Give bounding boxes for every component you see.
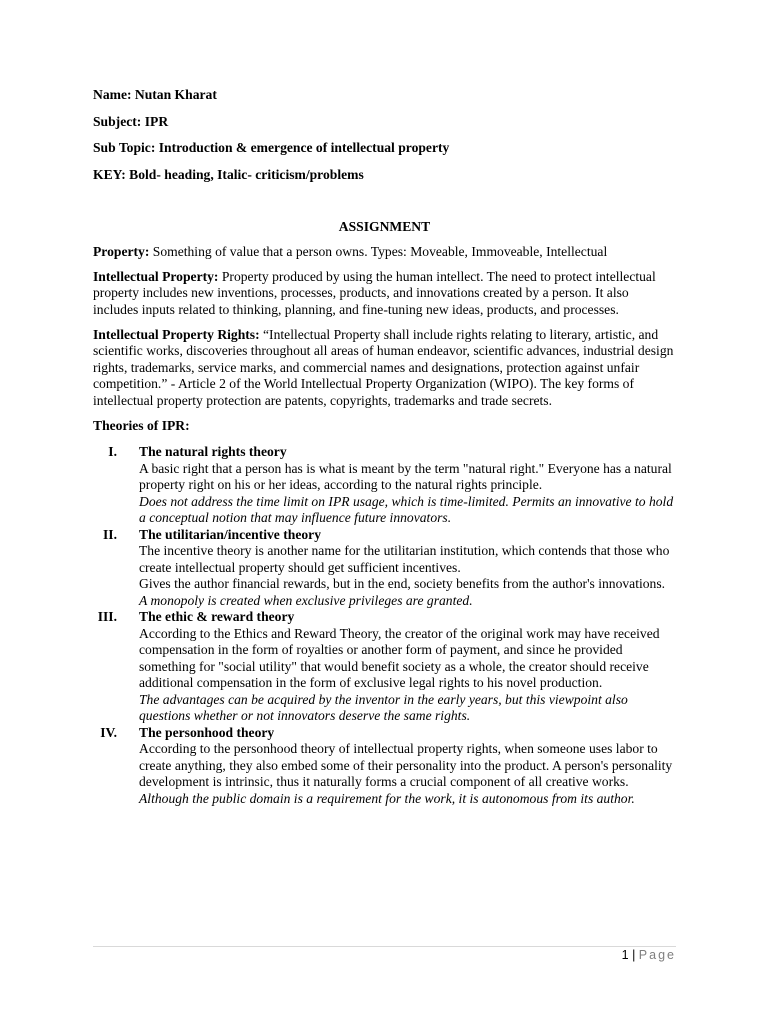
definition-text: “Intellectual Property shall include rights relating to literary, artistic, and scientific works, discoveries throughout all areas of human endeavor, scientific advances, industrial design rights, trademarks, service marks, and commercial names and designations, protection against unfair competition.” - Article 2 of the World Intellectual Property Organization (WIPO). The key forms of intellectual property protection are patents, copyrights, trademarks and trade secrets. — [93, 326, 674, 408]
key-line: KEY: Bold- heading, Italic- criticism/problems — [93, 166, 364, 182]
definition-ipr — [93, 327, 676, 410]
page-footer — [622, 948, 676, 962]
theory-body: A basic right that a person has is what is meant by the term "natural right." Everyone has a natural property right on his or her ideas, according to the natural rights principle. — [139, 460, 672, 492]
theory-numeral: IV. — [100, 724, 117, 740]
theories-heading: Theories of IPR: — [93, 417, 190, 433]
theory-title: The ethic & reward theory — [139, 609, 295, 624]
theory-criticism: Does not address the time limit on IPR usage, which is time-limited. Permits an innovative to hold a conceptual notion that may influence future innovators. — [139, 493, 674, 525]
theory-numeral: II. — [103, 526, 117, 542]
theory-personhood — [93, 725, 676, 808]
document-body — [93, 87, 676, 807]
definition-term: Property: — [93, 243, 150, 259]
definition-term: Intellectual Property: — [93, 268, 219, 284]
theory-body: The incentive theory is another name for the utilitarian institution, which contends that those who create intellectual property should get sufficient incentives. — [139, 543, 670, 575]
definition-term: Intellectual Property Rights: — [93, 326, 260, 342]
page-number: 1 — [621, 948, 629, 962]
theory-title: The utilitarian/incentive theory — [139, 526, 321, 542]
theory-body: According to the personhood theory of intellectual property rights, when someone uses labor to create anything, they also embed some of their personality into the product. A person's personality development is intrinsic, thus it naturally forms a crucial component of all creative works. — [139, 741, 673, 789]
theory-numeral: III. — [97, 609, 117, 624]
theory-title: The natural rights theory — [139, 444, 287, 459]
theory-criticism: The advantages can be acquired by the inventor in the early years, but this viewpoint also questions whether or not innovators deserve the same rights. — [139, 691, 628, 723]
theory-body: Gives the author financial rewards, but in the end, society benefits from the author's innovations. — [139, 576, 666, 591]
document-title: ASSIGNMENT — [338, 219, 431, 234]
footer-divider — [93, 946, 676, 947]
theory-utilitarian — [93, 527, 676, 610]
theory-criticism: A monopoly is created when exclusive privileges are granted. — [139, 592, 473, 608]
subtopic-line: Sub Topic: Introduction & emergence of intellectual property — [93, 140, 450, 155]
theory-numeral: I. — [108, 444, 117, 459]
name-line: Name: Nutan Kharat — [93, 87, 217, 102]
definition-text: Something of value that a person owns. Types: Moveable, Immoveable, Intellectual — [149, 243, 608, 259]
subject-line: Subject: IPR — [93, 113, 169, 129]
theory-natural-rights — [93, 444, 676, 527]
theory-body: According to the Ethics and Reward Theory, the creator of the original work may have received compensation in the form of royalties or another form of payment, and since he provided something for "social utility" that would benefit society as a whole, the creator should receive additional compensation in the form of exclusive legal rights to his novel production. — [139, 625, 660, 690]
definition-intellectual-property — [93, 269, 676, 319]
theory-ethic-reward — [93, 609, 676, 725]
definition-text: Property produced by using the human intellect. The need to protect intellectual property includes new inventions, processes, products, and innovations created by a person. It also includes inputs related to thinking, planning, and fine-tuning new ideas, products, and processes. — [93, 268, 656, 317]
spacer — [93, 193, 676, 219]
theory-criticism: Although the public domain is a requirement for the work, it is autonomous from its author. — [139, 790, 635, 806]
definition-property — [93, 244, 676, 261]
page-separator: | — [628, 948, 639, 962]
page-label: Page — [638, 948, 676, 962]
theory-title: The personhood theory — [139, 724, 275, 740]
